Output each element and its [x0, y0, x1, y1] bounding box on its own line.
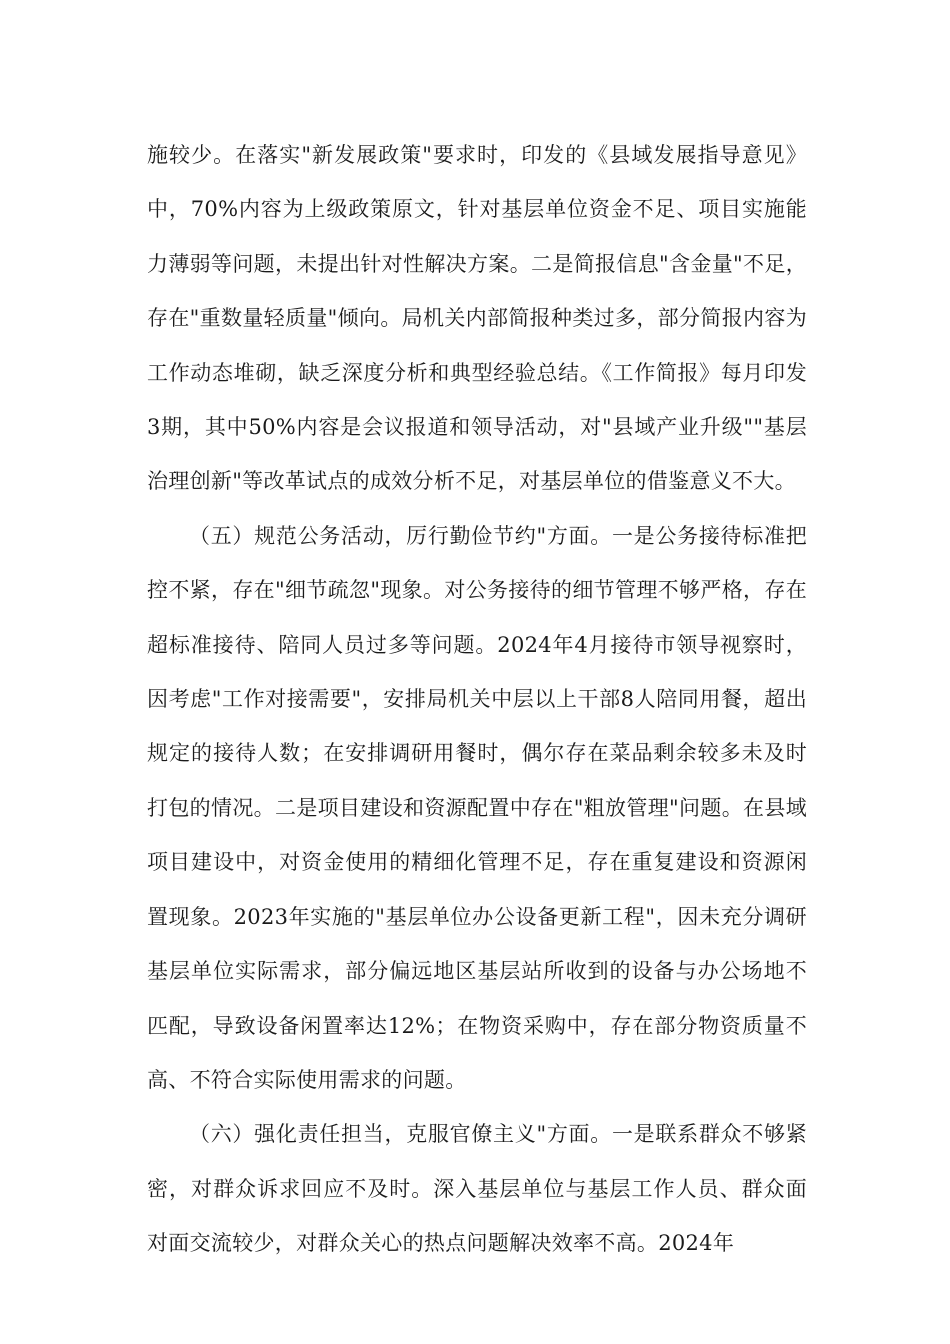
paragraph-section-six: （六）强化责任担当，克服官僚主义"方面。一是联系群众不够紧密，对群众诉求回应不及时。深入基层单位与基层工作人员、群众面对面交流较少，对群众关心的热点问题解决效率不高。2024年: [147, 1122, 807, 1256]
document-page: [147, 128, 807, 1271]
paragraph-continuation: 施较少。在落实"新发展政策"要求时，印发的《县域发展指导意见》中，70%内容为上级政策原文，针对基层单位资金不足、项目实施能力薄弱等问题，未提出针对性解决方案。二是简报信息"含金量"不足，存在"重数量轻质量"倾向。局机关内部简报种类过多，部分简报内容为工作动态堆砌，缺乏深度分析和典型经验总结。《工作简报》每月印发3期，其中50%内容是会议报道和领导活动，对"县域产业升级""基层治理创新"等改革试点的成效分析不足，对基层单位的借鉴意义不大。: [147, 143, 807, 494]
paragraph-section-five: （五）规范公务活动，厉行勤俭节约"方面。一是公务接待标准把控不紧，存在"细节疏忽"现象。对公务接待的细节管理不够严格，存在超标准接待、陪同人员过多等问题。2024年4月接待市领导视察时，因考虑"工作对接需要"，安排局机关中层以上干部8人陪同用餐，超出规定的接待人数；在安排调研用餐时，偶尔存在菜品剩余较多未及时打包的情况。二是项目建设和资源配置中存在"粗放管理"问题。在县域项目建设中，对资金使用的精细化管理不足，存在重复建设和资源闲置现象。2023年实施的"基层单位办公设备更新工程"，因未充分调研基层单位实际需求，部分偏远地区基层站所收到的设备与办公场地不匹配，导致设备闲置率达12%；在物资采购中，存在部分物资质量不高、不符合实际使用需求的问题。: [147, 523, 807, 1092]
